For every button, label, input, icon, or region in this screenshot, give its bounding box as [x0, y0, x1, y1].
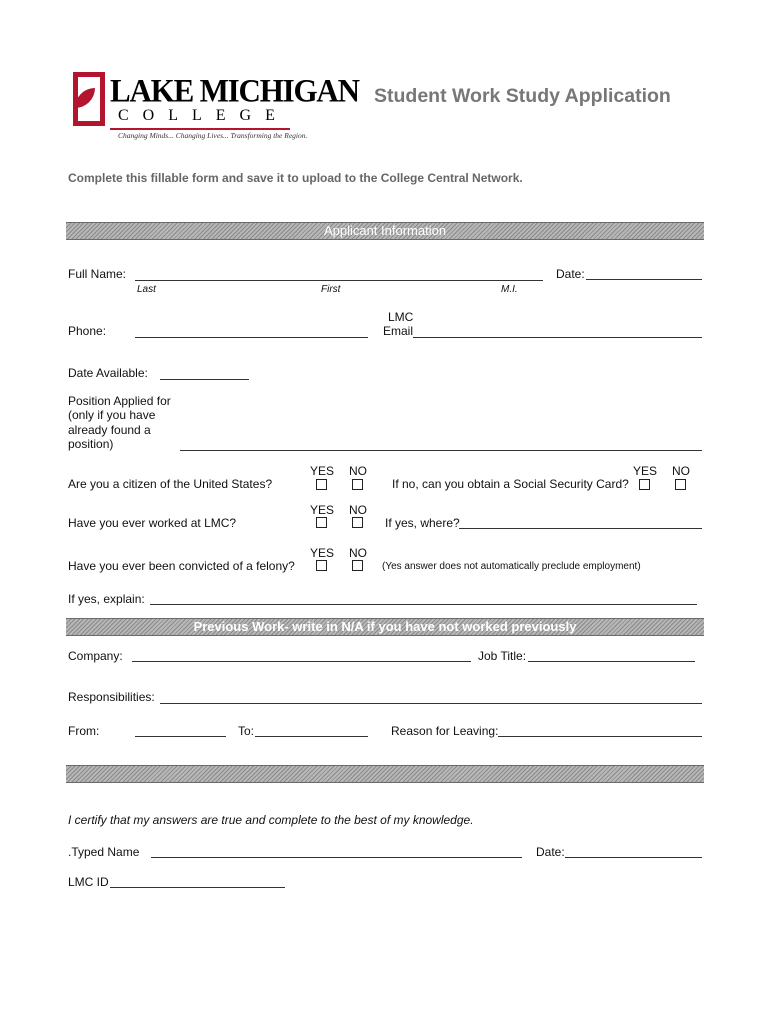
certify-statement: I certify that my answers are true and complete to the best of my knowledge.	[68, 813, 474, 827]
felony-no-checkbox[interactable]	[352, 560, 363, 571]
phone-label: Phone:	[68, 324, 107, 338]
lmc-id-label: LMC ID	[68, 875, 109, 889]
position-label-line: Position Applied for	[68, 394, 171, 408]
to-field[interactable]	[255, 736, 368, 737]
reason-field[interactable]	[498, 736, 702, 737]
date-available-field[interactable]	[160, 379, 249, 380]
position-label-line: (only if you have	[68, 408, 156, 423]
instructions: Complete this fillable form and save it to upload to the College Central Network.	[68, 171, 523, 185]
mi-caption: M.I.	[501, 284, 518, 295]
where-field[interactable]	[459, 528, 702, 529]
no-caption: NO	[672, 464, 690, 478]
citizen-yes-checkbox[interactable]	[316, 479, 327, 490]
typed-name-label: .Typed Name	[68, 845, 140, 859]
yes-caption: YES	[310, 546, 335, 560]
responsibilities-label: Responsibilities:	[68, 690, 155, 704]
ssc-question: If no, can you obtain a Social Security Card?	[392, 477, 629, 491]
explain-label: If yes, explain:	[68, 592, 145, 606]
yes-caption: YES	[310, 503, 335, 517]
page-title: Student Work Study Application	[374, 85, 671, 107]
logo-name: LAKE MICHIGAN	[110, 72, 359, 110]
section-divider-band	[66, 765, 704, 783]
full-name-label: Full Name:	[68, 267, 127, 281]
ssc-yes-checkbox[interactable]	[639, 479, 650, 490]
logo-mark-icon	[73, 72, 105, 126]
section-previous-work-text: Previous Work- write in N/A if you have not worked previously	[193, 619, 577, 634]
date-field[interactable]	[586, 279, 702, 280]
responsibilities-field[interactable]	[160, 703, 702, 704]
no-caption: NO	[349, 546, 367, 560]
company-label: Company:	[68, 649, 123, 663]
typed-name-field[interactable]	[151, 857, 522, 858]
section-applicant-header	[66, 222, 704, 240]
full-name-field[interactable]	[135, 280, 543, 281]
job-title-label: Job Title:	[478, 649, 527, 663]
logo-tagline: Changing Minds... Changing Lives... Transforming the Region.	[118, 131, 308, 140]
citizen-no-checkbox[interactable]	[352, 479, 363, 490]
date-label: Date:	[556, 267, 585, 281]
email-field[interactable]	[413, 337, 702, 338]
worked-no-checkbox[interactable]	[352, 517, 363, 528]
logo-divider	[110, 128, 290, 130]
phone-field[interactable]	[135, 337, 368, 338]
email-label: Email	[383, 324, 414, 338]
from-label: From:	[68, 724, 100, 738]
position-field[interactable]	[180, 450, 702, 451]
no-caption: NO	[349, 503, 367, 517]
position-label	[68, 394, 171, 451]
certify-date-field[interactable]	[565, 857, 702, 858]
where-label: If yes, where?	[385, 516, 460, 530]
reason-label: Reason for Leaving:	[391, 724, 499, 738]
section-previous-work-header	[66, 618, 704, 636]
company-field[interactable]	[132, 661, 471, 662]
lmc-id-field[interactable]	[110, 887, 285, 888]
citizen-question: Are you a citizen of the United States?	[68, 477, 273, 491]
section-previous-work-title	[66, 619, 704, 635]
explain-field[interactable]	[150, 604, 697, 605]
yes-caption: YES	[633, 464, 658, 478]
worked-lmc-question: Have you ever worked at LMC?	[68, 516, 237, 530]
yes-caption: YES	[310, 464, 335, 478]
position-label-line: position)	[68, 436, 114, 451]
job-title-field[interactable]	[528, 661, 695, 662]
from-field[interactable]	[135, 736, 226, 737]
worked-yes-checkbox[interactable]	[316, 517, 327, 528]
first-name-caption: First	[321, 284, 341, 295]
felony-question: Have you ever been convicted of a felony?	[68, 559, 295, 573]
date-available-label: Date Available:	[68, 366, 148, 380]
lmc-label: LMC	[388, 310, 414, 324]
felony-note: (Yes answer does not automatically preclude employment)	[382, 561, 641, 572]
to-label: To:	[238, 724, 255, 738]
certify-date-label: Date:	[536, 845, 565, 859]
section-applicant-title: Applicant Information	[323, 223, 447, 238]
no-caption: NO	[349, 464, 367, 478]
logo-college: COLLEGE	[118, 107, 289, 124]
ssc-no-checkbox[interactable]	[675, 479, 686, 490]
last-name-caption: Last	[137, 284, 156, 295]
position-label-line: already found a	[68, 422, 151, 437]
felony-yes-checkbox[interactable]	[316, 560, 327, 571]
